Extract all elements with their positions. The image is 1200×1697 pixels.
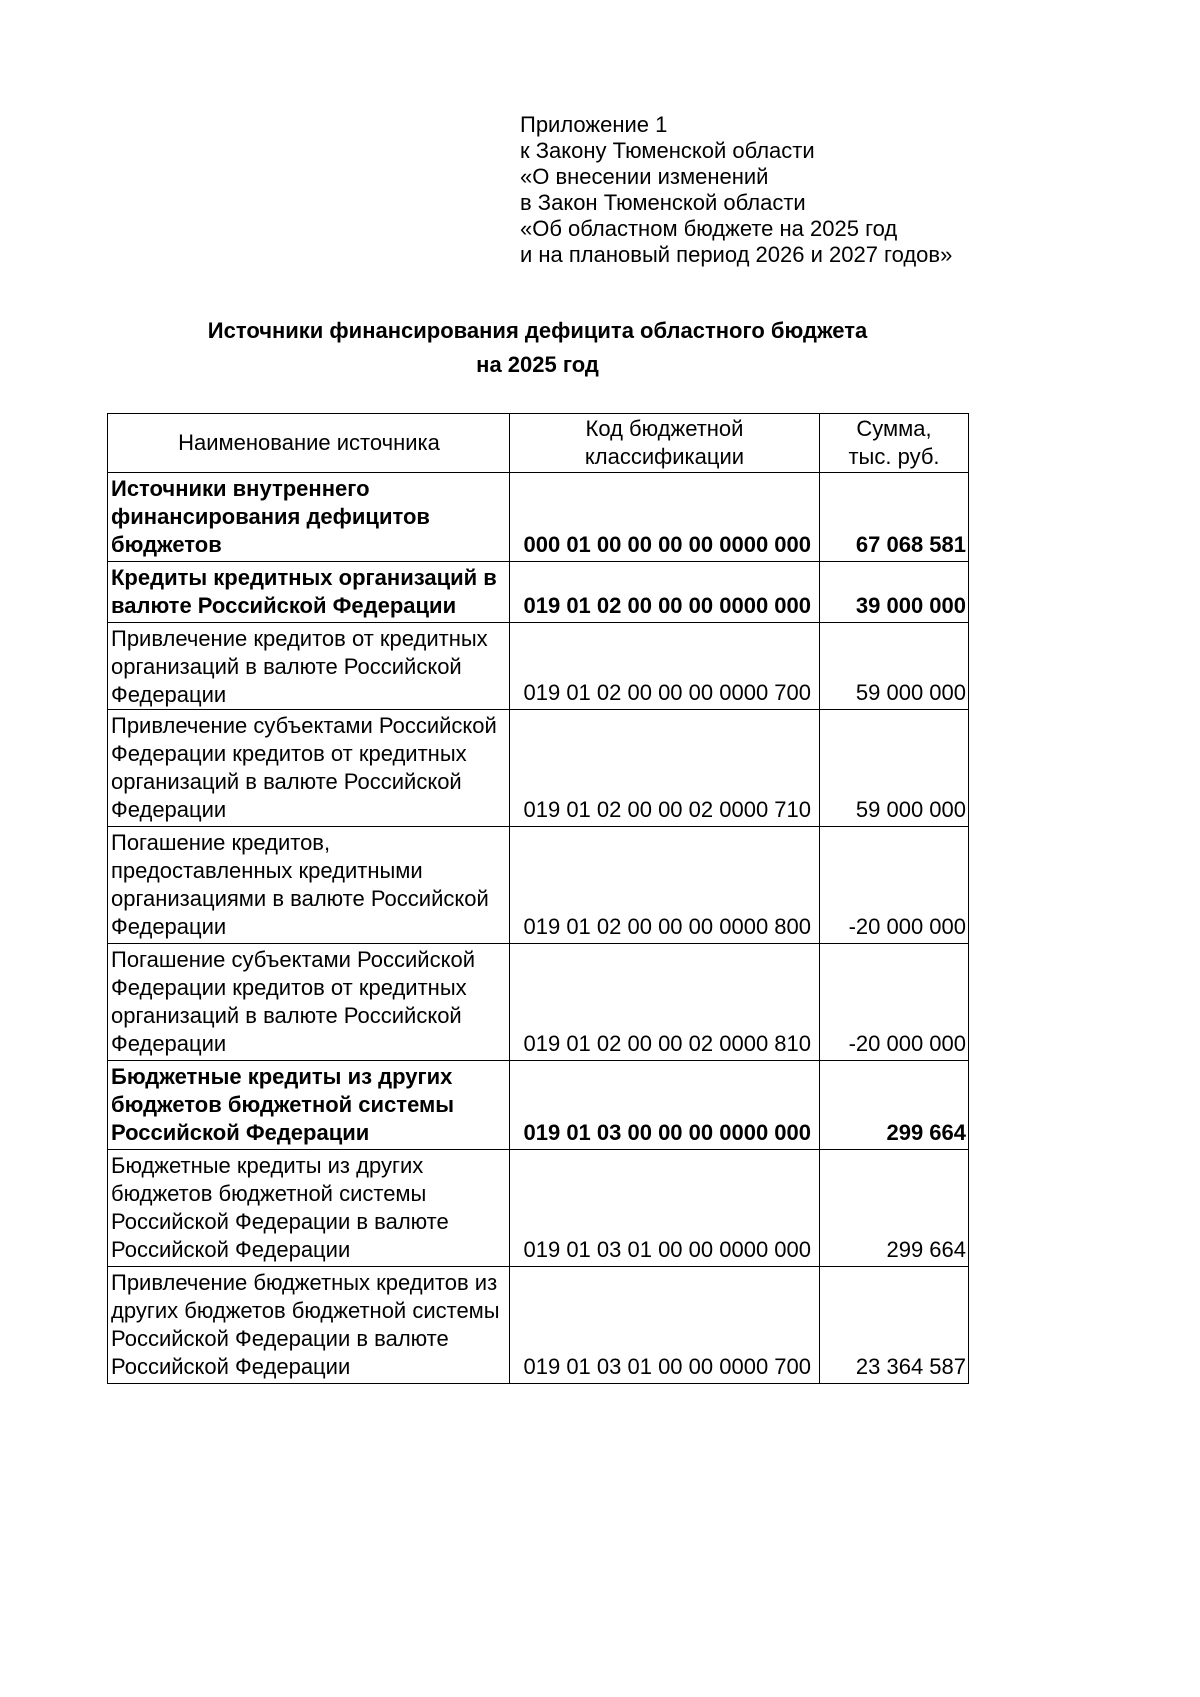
appendix-line: и на плановый период 2026 и 2027 годов»	[520, 242, 953, 267]
header-budget-code: Код бюджетной классификации	[510, 414, 820, 473]
table-row	[108, 562, 969, 623]
appendix-note	[520, 112, 952, 268]
row-source-name: Погашение кредитов, предоставленных кредитными организациями в валюте Российской Федерации	[108, 827, 510, 944]
row-budget-code: 019 01 02 00 00 00 0000 800	[510, 827, 820, 944]
row-source-name: Кредиты кредитных организаций в валюте Российской Федерации	[108, 562, 510, 623]
row-budget-code: 019 01 03 00 00 00 0000 000	[510, 1061, 820, 1150]
row-source-name: Привлечение субъектами Российской Федерации кредитов от кредитных организаций в валюте Российской Федерации	[108, 710, 510, 827]
table-row	[108, 1150, 969, 1267]
table-row	[108, 623, 969, 710]
table-row	[108, 710, 969, 827]
row-amount: 59 000 000	[820, 710, 969, 827]
row-amount: -20 000 000	[820, 827, 969, 944]
row-amount: 39 000 000	[820, 562, 969, 623]
appendix-line: Приложение 1	[520, 112, 668, 137]
row-amount: 59 000 000	[820, 623, 969, 710]
row-budget-code: 019 01 02 00 00 02 0000 710	[510, 710, 820, 827]
row-budget-code: 019 01 02 00 00 00 0000 000	[510, 562, 820, 623]
table-header-row	[108, 414, 969, 473]
row-source-name: Источники внутреннего финансирования дефицитов бюджетов	[108, 473, 510, 562]
row-budget-code: 019 01 02 00 00 00 0000 700	[510, 623, 820, 710]
row-source-name: Бюджетные кредиты из других бюджетов бюджетной системы Российской Федерации	[108, 1061, 510, 1150]
table-row	[108, 1061, 969, 1150]
row-budget-code: 019 01 03 01 00 00 0000 700	[510, 1267, 820, 1384]
row-budget-code: 019 01 03 01 00 00 0000 000	[510, 1150, 820, 1267]
table-row	[108, 944, 969, 1061]
row-budget-code: 000 01 00 00 00 00 0000 000	[510, 473, 820, 562]
appendix-line: в Закон Тюменской области	[520, 190, 806, 215]
document-title-line-1: Источники финансирования дефицита областного бюджета	[207, 318, 868, 343]
appendix-line: «Об областном бюджете на 2025 год	[520, 216, 898, 241]
row-amount: 67 068 581	[820, 473, 969, 562]
row-amount: 23 364 587	[820, 1267, 969, 1384]
financing-sources-table	[107, 413, 969, 1384]
table-row	[108, 1267, 969, 1384]
table-row	[108, 827, 969, 944]
document-title-line-2: на 2025 год	[476, 352, 599, 377]
row-amount: 299 664	[820, 1150, 969, 1267]
document-title	[0, 314, 1075, 382]
header-source-name: Наименование источника	[108, 414, 510, 473]
row-source-name: Привлечение бюджетных кредитов из других бюджетов бюджетной системы Российской Федерации в валюте Российской Федерации	[108, 1267, 510, 1384]
row-source-name: Бюджетные кредиты из других бюджетов бюджетной системы Российской Федерации в валюте Российской Федерации	[108, 1150, 510, 1267]
row-amount: -20 000 000	[820, 944, 969, 1061]
appendix-line: к Закону Тюменской области	[520, 138, 815, 163]
table-body	[108, 473, 969, 1384]
row-source-name: Привлечение кредитов от кредитных организаций в валюте Российской Федерации	[108, 623, 510, 710]
row-source-name: Погашение субъектами Российской Федерации кредитов от кредитных организаций в валюте Российской Федерации	[108, 944, 510, 1061]
appendix-line: «О внесении изменений	[520, 164, 769, 189]
header-amount: Сумма, тыс. руб.	[820, 414, 969, 473]
row-budget-code: 019 01 02 00 00 02 0000 810	[510, 944, 820, 1061]
table-row	[108, 473, 969, 562]
row-amount: 299 664	[820, 1061, 969, 1150]
